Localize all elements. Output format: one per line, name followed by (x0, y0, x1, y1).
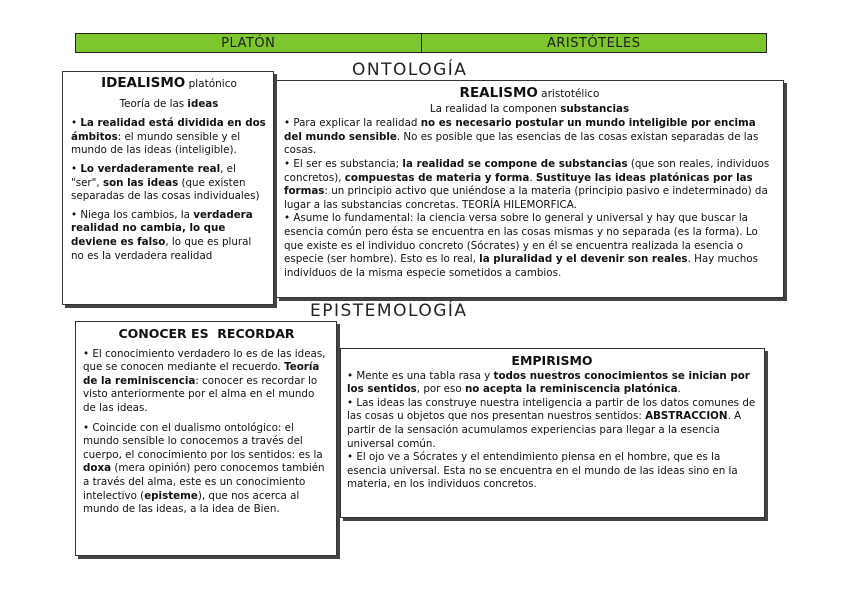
idealismo-box (62, 71, 274, 305)
realismo-p1-text2: . No es posible que las esencias de las cosas existan separadas de las cosas. (284, 130, 759, 157)
empirismo-p1-text3: . (677, 383, 681, 396)
idealismo-p2: • Lo verdaderamente real, el "ser", son las ideas (que existen separadas de las cosas individuales) (71, 162, 260, 203)
empirismo-p1-bold2: no acepta la reminiscencia platónica (464, 383, 678, 396)
idealismo-p3-bold: verdadera realidad no cambia, lo que deviene es falso (71, 208, 253, 248)
realismo-p2-bold: la realidad se compone de substancias (402, 157, 628, 170)
empirismo-p3: • El ojo ve a Sócrates y el entendimiento piensa en el hombre, que es la esencia universal. Esta no se encuentra en el mundo de las ideas sino en la materia, en los individuos concretos. (347, 451, 738, 491)
conocer-p2-bold2: episteme (144, 489, 198, 502)
realismo-p3-text: Asume lo fundamental: la ciencia versa sobre lo general y universal y hay que buscar la esencia común pero ésta se encuentra en las cosas mismas y no separada (es la forma). Lo que existe es el individuo concreto (Sócrates) y en él se encuentra realizada la esencia o especie (ser hombre). Esto es lo real, (284, 212, 758, 266)
realismo-p2-text2: (que son reales, individuos concretos), (284, 157, 770, 184)
empirismo-p1-bold: todos nuestros conocimientos se inician por los sentidos (347, 369, 750, 396)
realismo-p3: • Asume lo fundamental: la ciencia versa sobre lo general y universal y hay que buscar la esencia común pero ésta se encuentra en las cosas mismas y no separada (es la forma). Lo que existe es el individuo concreto (Sócrates) y en él se encuentra realizada la esencia o especie (ser hombre). Esto es lo real, la pluralidad y el devenir son reales. Hay muchos individuos de la misma especie sometidos a cambios. (284, 212, 758, 279)
realismo-p1-bold: no es necesario postular un mundo inteligible por encima del mundo sensible (284, 117, 756, 143)
idealismo-p2-text: , el "ser", (71, 162, 236, 189)
idealismo-teoria-bold: ideas (187, 97, 219, 110)
realismo-subtitle: aristotélico (541, 88, 600, 100)
conocer-p1-text2: : conocer es recordar lo visto anteriormente por el alma en el mundo de las ideas. (83, 374, 318, 414)
idealismo-teoria (71, 98, 267, 112)
idealismo-subtitle: platónico (188, 78, 237, 90)
idealismo-p3: • Niega los cambios, la verdadera realidad no cambia, lo que deviene es falso, lo que es plural no es la verdadera realidad (71, 208, 253, 262)
conocer-p2-text: Coincide con el dualismo ontológico: el mundo sensible lo conocemos a través del cuerpo, el conocimiento por los sentidos: es la (83, 421, 323, 461)
conocer-p2-bold: doxa (83, 462, 112, 475)
realismo-line-text: La realidad la componen (429, 102, 561, 115)
realismo-p2-text4: : un principio activo que uniéndose a la materia (principio pasivo e indeterminado) da lugar a las substancias concretas. TEORÍA HILEMORFICA. (284, 185, 768, 211)
realismo-p3-bold: la pluralidad y el devenir son reales (479, 253, 688, 266)
idealismo-title: IDEALISMO (101, 75, 186, 91)
realismo-box (276, 80, 784, 298)
idealismo-p3-text: Niega los cambios, la (80, 208, 194, 221)
idealismo-p1-text: : el mundo sensible y el mundo de las ideas (inteligible). (71, 130, 241, 157)
header-table (75, 33, 767, 53)
realismo-p2-text: El ser es substancia; (293, 157, 403, 170)
conocer-p1-bold: Teoría de la reminiscencia (83, 361, 320, 387)
conocer-p1-text: El conocimiento verdadero lo es de las ideas, que se conocen mediante el recuerdo. (83, 347, 326, 374)
idealismo-teoria-text: Teoría de las (119, 97, 188, 110)
realismo-title: REALISMO (459, 85, 538, 101)
conocer-p1: • El conocimiento verdadero lo es de las ideas, que se conocen mediante el recuerdo. Teoría de la reminiscencia: conocer es recordar lo visto anteriormente por el alma en el mundo de las ideas. (83, 347, 326, 414)
realismo-p1: • Para explicar la realidad no es necesario postular un mundo inteligible por encima del mundo sensible. No es posible que las esencias de las cosas existan separadas de las cosas. (284, 117, 759, 157)
idealismo-p1-bold: La realidad está dividida en dos ámbitos (71, 117, 266, 143)
empirismo-p2-bold: ABSTRACCION (645, 410, 728, 423)
conocer-box (75, 321, 337, 556)
realismo-p2: • El ser es substancia; la realidad se compone de substancias (que son reales, individuos concretos), compuestas de materia y forma. Sustituye las ideas platónicas por las formas: un principio activo que uniéndose a la materia (principio pasivo e indeterminado) da lugar a las substancias concretas. TEORÍA HILEMORFICA. (284, 157, 770, 211)
empirismo-title: EMPIRISMO (511, 353, 593, 368)
section-ontologia: ONTOLOGÍA (352, 60, 468, 80)
realismo-line-bold: substancias (560, 102, 630, 115)
realismo-p1-text: Para explicar la realidad (293, 117, 421, 130)
empirismo-p1-text2: , por eso (416, 383, 465, 396)
empirismo-p3-text: El ojo ve a Sócrates y el entendimiento piensa en el hombre, que es la esencia universal. Esta no se encuentra en el mundo de las ideas sino en la materia, en los individuos concretos. (347, 451, 738, 491)
empirismo-p2-text: Las ideas las construye nuestra inteligencia a partir de los datos comunes de las cosas u objetos que nos presentan nuestros sentidos: (347, 396, 756, 423)
realismo-heading (284, 87, 775, 102)
conocer-p2-text2: (mera opinión) pero conocemos también a través del alma, este es un conocimiento intelectivo ( (83, 462, 325, 502)
header-platon: PLATÓN (76, 34, 422, 52)
idealismo-p2-text2: (que existen separadas de las cosas individuales) (71, 176, 260, 203)
conocer-title: CONOCER ES RECORDAR (118, 326, 295, 341)
idealismo-heading (71, 77, 267, 92)
realismo-p2-bold3: Sustituye las ideas platónicas por las formas (284, 171, 753, 198)
empirismo-box (340, 348, 765, 518)
idealismo-p2-bold: Lo verdaderamente real (80, 162, 221, 175)
empirismo-p1: • Mente es una tabla rasa y todos nuestros conocimientos se inician por los sentidos, por eso no acepta la reminiscencia platónica. (347, 369, 750, 396)
empirismo-p2-text2: . A partir de la sensación acumulamos experiencias para llegar a la esencia universal común. (347, 410, 742, 450)
header-aristoteles: ARISTÓTELES (546, 36, 641, 51)
idealismo-p1: • La realidad está dividida en dos ámbitos: el mundo sensible y el mundo de las ideas (inteligible). (71, 117, 266, 157)
idealismo-p3-text2: , lo que es plural no es la verdadera realidad (71, 235, 252, 262)
conocer-p2-text3: ), que nos acerca al mundo de las ideas, a la idea de Bien. (83, 489, 300, 516)
realismo-p3-text2: . Hay muchos individuos de la misma especie sometidos a cambios. (284, 253, 758, 279)
realismo-line (284, 103, 775, 117)
realismo-p2-text3: . (529, 171, 536, 184)
empirismo-p2: • Las ideas las construye nuestra inteligencia a partir de los datos comunes de las cosas u objetos que nos presentan nuestros sentidos: ABSTRACCION. A partir de la sensación acumulamos experiencias para llegar a la esencia universal común. (347, 396, 756, 450)
idealismo-p2-bold2: son las ideas (102, 176, 179, 189)
section-epistemologia: EPISTEMOLOGÍA (310, 301, 468, 321)
conocer-p2: • Coincide con el dualismo ontológico: el mundo sensible lo conocemos a través del cuerpo, el conocimiento por los sentidos: es la doxa (mera opinión) pero conocemos también a través del alma, este es un conocimiento intelectivo (episteme), que nos acerca al mundo de las ideas, a la idea de Bien. (83, 421, 325, 516)
realismo-p2-bold2: compuestas de materia y forma (344, 171, 530, 184)
empirismo-p1-text: Mente es una tabla rasa y (356, 369, 494, 382)
